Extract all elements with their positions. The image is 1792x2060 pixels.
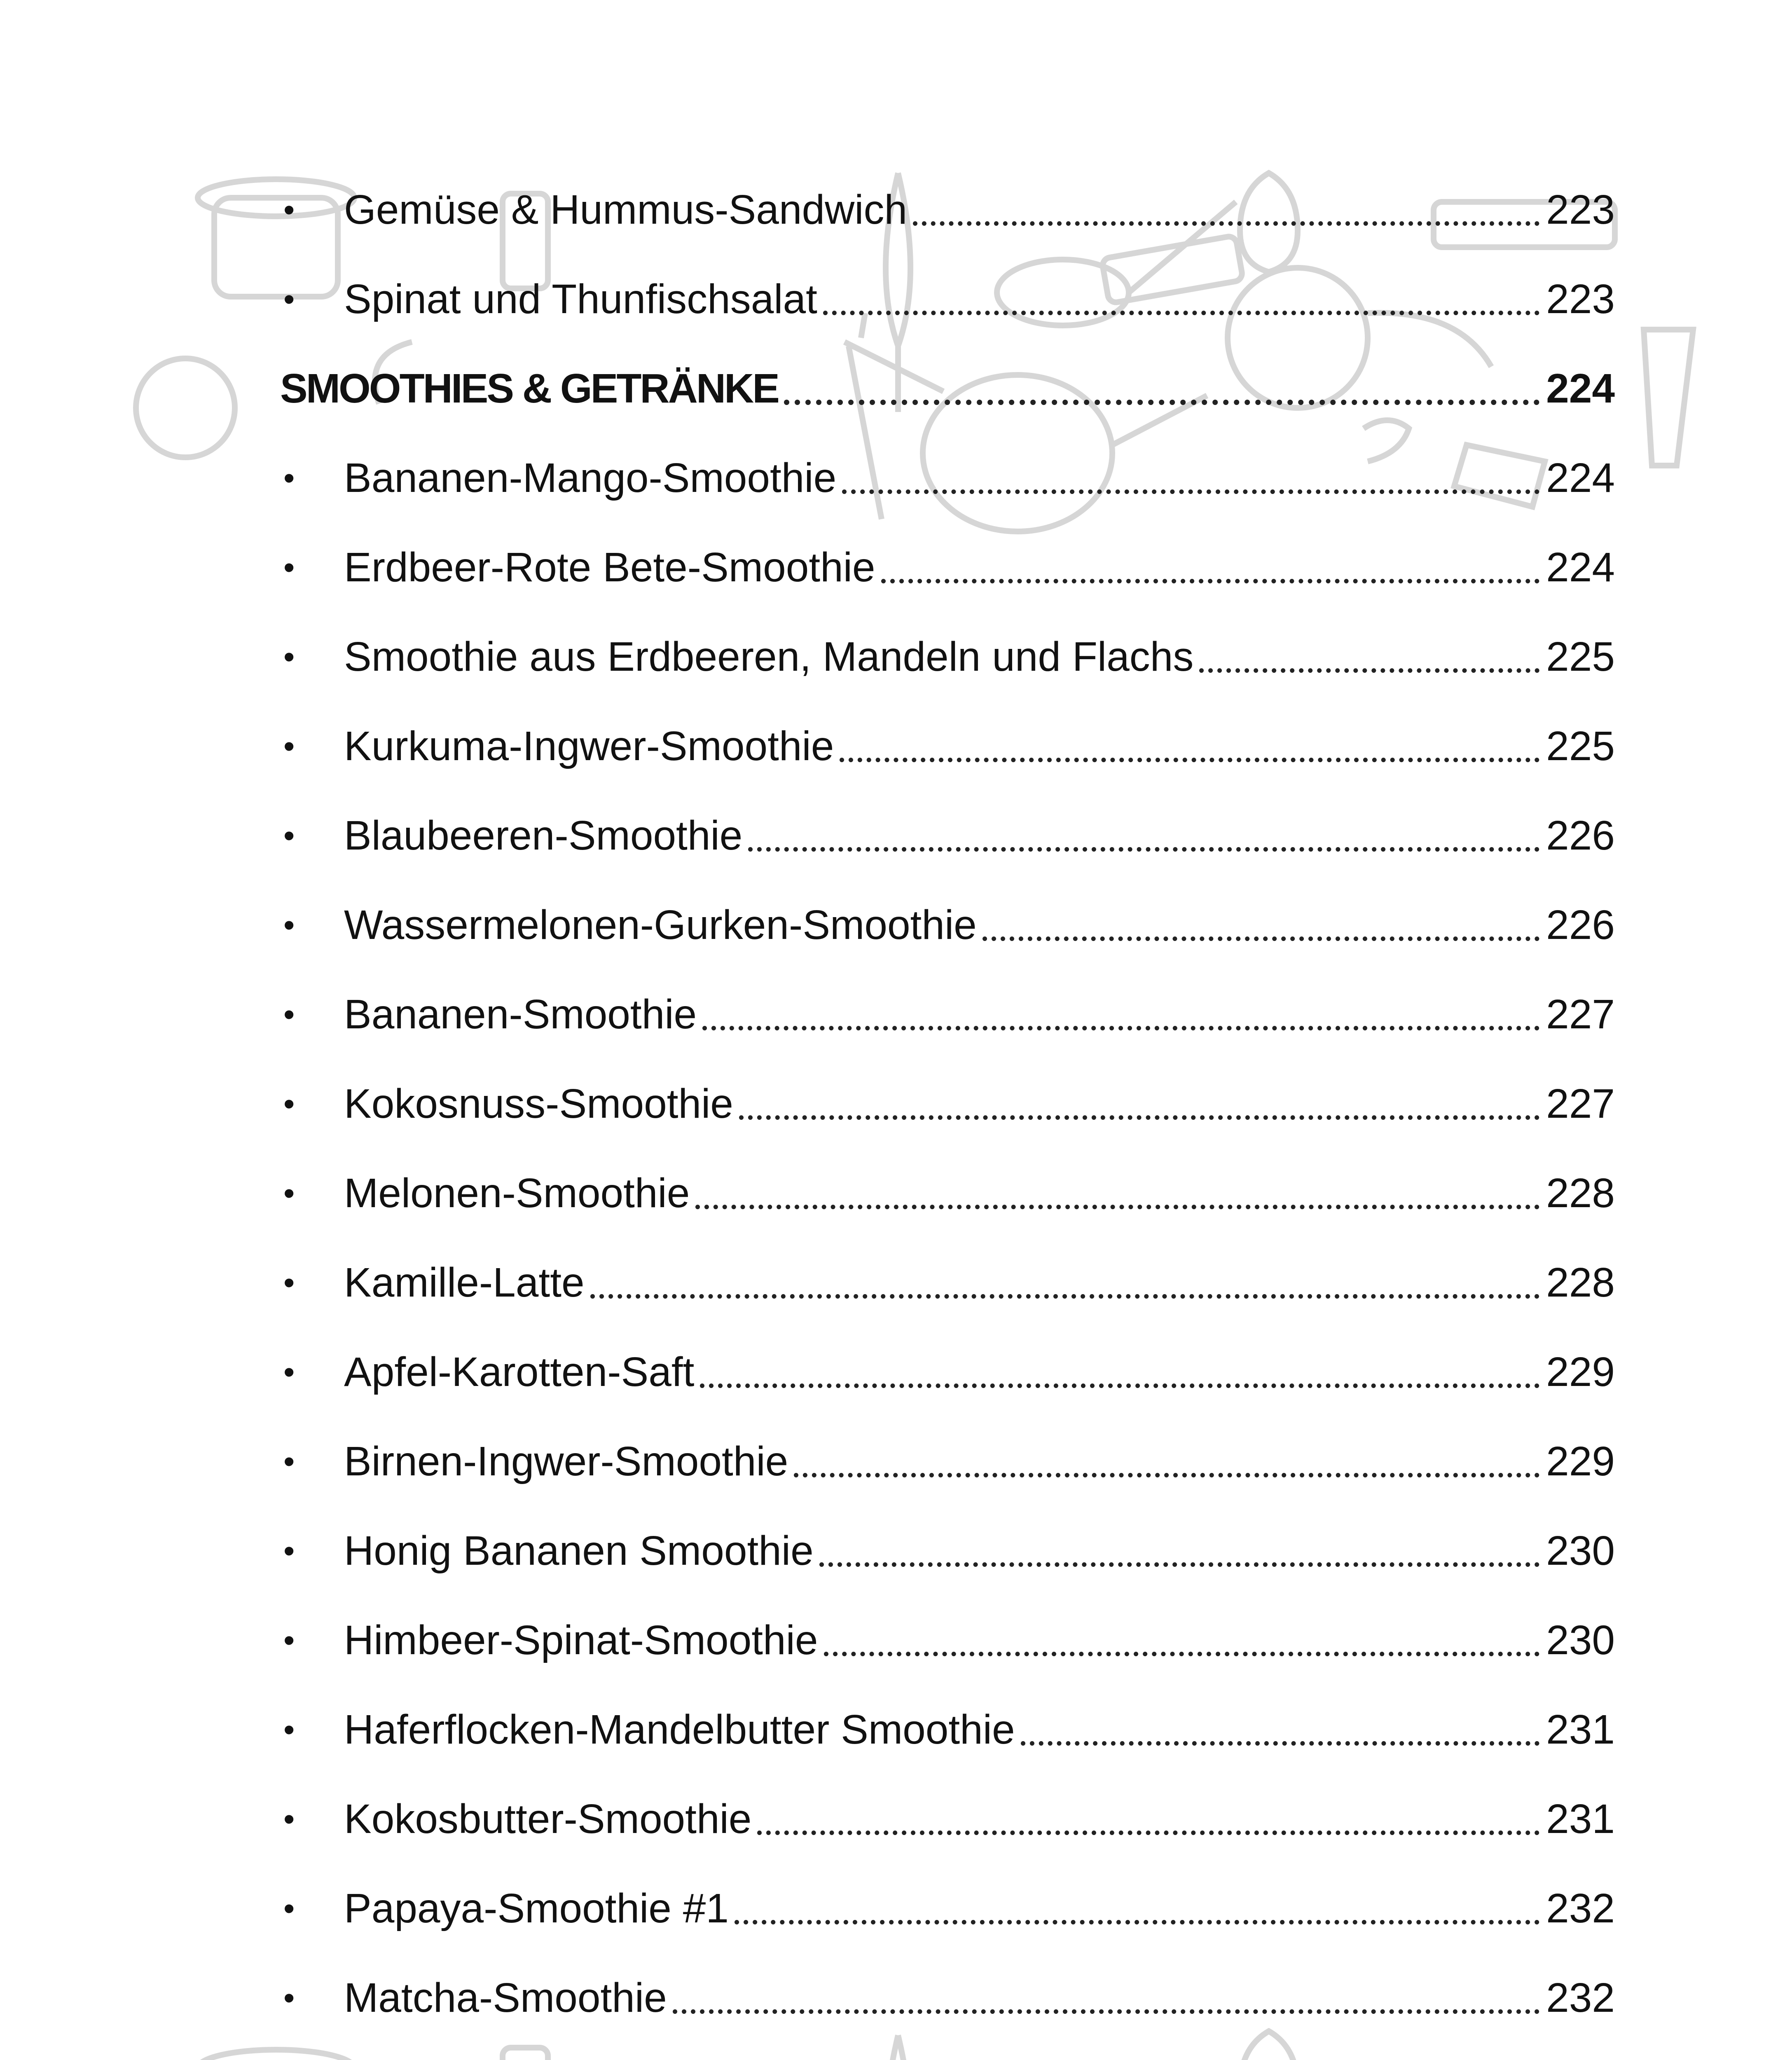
toc-entry-title: Wassermelonen-Gurken-Smoothie [344, 901, 977, 948]
toc-entry[interactable] [280, 1953, 1615, 2042]
toc-entry[interactable] [280, 433, 1615, 522]
toc-entry[interactable] [280, 1685, 1615, 1774]
toc-page-number: 223 [1546, 276, 1615, 322]
bullet-icon: • [283, 1890, 295, 1927]
toc-page-number: 223 [1546, 186, 1615, 233]
toc-entry-title: Erdbeer-Rote Bete-Smoothie [344, 544, 875, 590]
bullet-icon: • [283, 1622, 295, 1658]
toc-entry[interactable] [280, 1327, 1615, 1416]
bullet-icon: • [283, 817, 295, 854]
dot-leader [881, 579, 1540, 583]
toc-page-number: 227 [1546, 1080, 1615, 1127]
toc-page-number: 228 [1546, 1170, 1615, 1216]
toc-entry[interactable] [280, 880, 1615, 969]
toc-entry-title: Kurkuma-Ingwer-Smoothie [344, 723, 834, 769]
dot-leader [840, 758, 1539, 762]
bullet-icon: • [283, 1532, 295, 1569]
toc-page-number: 229 [1546, 1438, 1615, 1484]
dot-leader [983, 936, 1539, 941]
dot-leader [842, 489, 1539, 494]
dot-leader [819, 1562, 1539, 1567]
toc-entry-title: Birnen-Ingwer-Smoothie [344, 1438, 788, 1484]
toc-entry-title: SMOOTHIES & GETRÄNKE [280, 365, 778, 412]
bullet-icon: • [283, 281, 295, 317]
toc-entry[interactable] [280, 2042, 1615, 2060]
toc-entry[interactable] [280, 1059, 1615, 1148]
toc-entry[interactable] [280, 1506, 1615, 1595]
toc-entry[interactable] [280, 1595, 1615, 1685]
dot-leader [673, 2009, 1539, 2014]
dot-leader [784, 400, 1539, 405]
toc-entry-title: Blaubeeren-Smoothie [344, 812, 743, 859]
toc-entry-title: Bananen-Smoothie [344, 991, 697, 1037]
toc-page-number: 228 [1546, 1259, 1615, 1306]
toc-entry[interactable] [280, 1863, 1615, 1953]
toc-page-number: 224 [1546, 544, 1615, 590]
toc-page-number: 229 [1546, 1348, 1615, 1395]
dot-leader [748, 847, 1539, 852]
toc-entry[interactable] [280, 612, 1615, 701]
toc-page-number: 230 [1546, 1527, 1615, 1574]
bullet-icon: • [283, 1800, 295, 1837]
toc-entry[interactable] [280, 165, 1615, 254]
bullet-icon: • [283, 191, 295, 228]
bullet-icon: • [283, 1085, 295, 1122]
dot-leader [823, 311, 1539, 315]
toc-page-number: 230 [1546, 1617, 1615, 1663]
toc-entry-title: Apfel-Karotten-Saft [344, 1348, 695, 1395]
toc-page-number: 232 [1546, 1885, 1615, 1931]
toc-entry-title: Kokosnuss-Smoothie [344, 1080, 733, 1127]
toc-entry[interactable] [280, 522, 1615, 612]
toc-page-number: 232 [1546, 1974, 1615, 2021]
toc-entry-title: Haferflocken-Mandelbutter Smoothie [344, 1706, 1015, 1753]
dot-leader [735, 1920, 1539, 1924]
toc-entry-title: Matcha-Smoothie [344, 1974, 667, 2021]
bullet-icon: • [283, 459, 295, 496]
bullet-icon: • [283, 1979, 295, 2016]
bullet-icon: • [283, 1353, 295, 1390]
toc-page-number: 225 [1546, 633, 1615, 680]
toc-page-number: 231 [1546, 1795, 1615, 1842]
dot-leader [1021, 1741, 1540, 1746]
toc-entry-title: Melonen-Smoothie [344, 1170, 690, 1216]
toc-entry[interactable] [280, 1416, 1615, 1506]
toc-entry-title: Honig Bananen Smoothie [344, 1527, 814, 1574]
dot-leader [824, 1652, 1540, 1656]
bullet-icon: • [283, 1175, 295, 1211]
bullet-icon: • [283, 1264, 295, 1301]
dot-leader [700, 1383, 1539, 1388]
dot-leader [739, 1115, 1539, 1120]
toc-page-number: 224 [1546, 454, 1615, 501]
bullet-icon: • [283, 996, 295, 1032]
bullet-icon: • [283, 638, 295, 675]
toc-entry-title: Himbeer-Spinat-Smoothie [344, 1617, 818, 1663]
table-of-contents [280, 165, 1615, 2060]
toc-page-number: 227 [1546, 991, 1615, 1037]
toc-page-number: 231 [1546, 1706, 1615, 1753]
toc-entry-title: Spinat und Thunfischsalat [344, 276, 817, 322]
dot-leader [702, 1026, 1539, 1030]
dot-leader [695, 1205, 1539, 1209]
toc-entry[interactable] [280, 1238, 1615, 1327]
grater-icon [1644, 330, 1693, 466]
toc-entry[interactable] [280, 701, 1615, 791]
toc-page-number: 226 [1546, 901, 1615, 948]
toc-entry-title: Kokosbutter-Smoothie [344, 1795, 752, 1842]
dot-leader [1199, 668, 1539, 673]
dot-leader [590, 1294, 1540, 1299]
bullet-icon: • [283, 1711, 295, 1748]
bullet-icon: • [283, 549, 295, 585]
toc-entry[interactable] [280, 254, 1615, 344]
toc-entry-title: Smoothie aus Erdbeeren, Mandeln und Flachs [344, 633, 1194, 680]
toc-entry[interactable] [280, 1774, 1615, 1863]
toc-section-heading[interactable] [280, 344, 1615, 433]
toc-entry[interactable] [280, 1148, 1615, 1238]
bullet-icon: • [283, 1443, 295, 1479]
bullet-icon: • [283, 728, 295, 764]
bullet-icon: • [283, 906, 295, 943]
toc-entry-title: Kamille-Latte [344, 1259, 585, 1306]
toc-page-number: 226 [1546, 812, 1615, 859]
dot-leader [794, 1473, 1539, 1477]
toc-entry-title: Gemüse & Hummus-Sandwich [344, 186, 908, 233]
dot-leader [757, 1831, 1539, 1835]
toc-entry-title: Bananen-Mango-Smoothie [344, 454, 837, 501]
toc-page-number: 225 [1546, 723, 1615, 769]
toc-entry[interactable] [280, 791, 1615, 880]
toc-page-number: 224 [1546, 365, 1615, 412]
toc-entry[interactable] [280, 969, 1615, 1059]
dot-leader [913, 221, 1539, 226]
toc-entry-title: Papaya-Smoothie #1 [344, 1885, 729, 1931]
